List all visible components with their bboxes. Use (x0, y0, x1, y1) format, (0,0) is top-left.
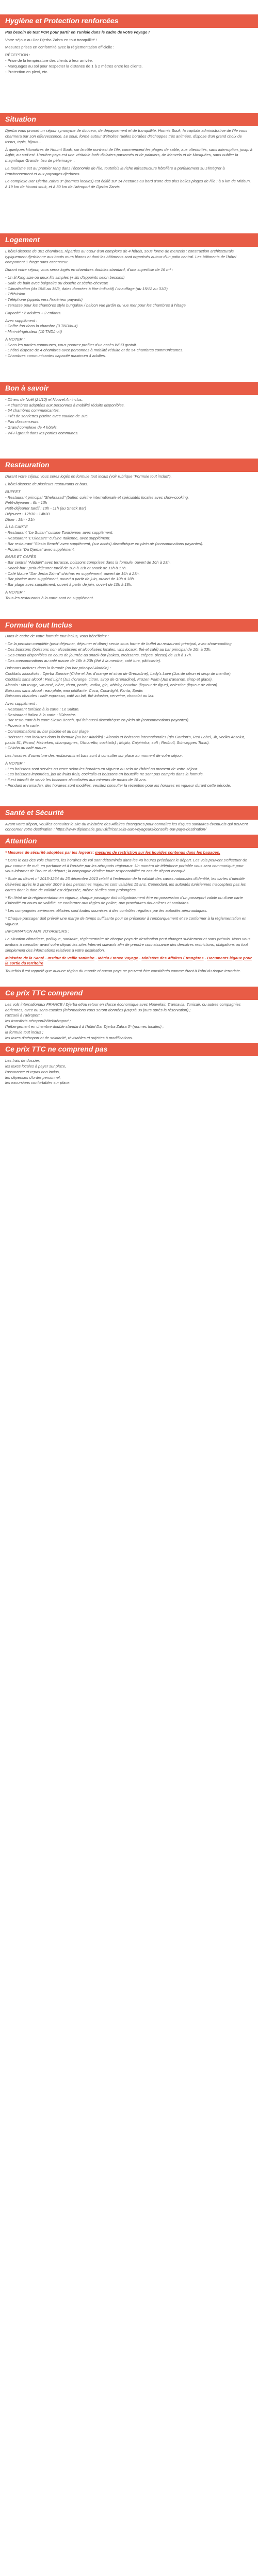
ttc-item: les taxes d'aéroport et de solidarité, révisables et sujettes à modifications. (5, 1035, 133, 1040)
bars-title: BARS ET CAFÉS (5, 554, 36, 560)
drink-item: Alcools : vin rouge, vin rosé, bière, rhum, pastis, vodka, gin, whisky, bouchra (liqueur de figue), celestine (liqueur de citron). (5, 682, 219, 687)
attention-text: * Suite au décret n° 2013-1264 du 23 décembre 2013 relatif à l'extension de la validité des cartes nationales d'identité, les cartes d'identité délivrées après le 2 janvier 2004 à des personnes majeures sont valables 15 ans. Cependant, les autorités tunisiennes n'acceptent pas les cartes dont la date de validité est dépassée, même si elles sont prolongées. (5, 876, 246, 892)
situation-text: Djerba vous promet un séjour synonyme de douceur, de dépaysement et de tranquillité. Hormis Souk, la capitale administrative de l'île vous charmera par son effervescence. Le souk, formé autour d'étroites ruelles bordées d'échoppes très animées, dispose d'un grand choix de tissus, tapis, bijoux... (5, 128, 248, 144)
buffet-block (5, 489, 253, 523)
supplement-item: - Restaurant tunisien à la carte : Le Sultan. (5, 706, 79, 711)
supplement-item: - Chicha au café maure. (5, 745, 47, 751)
buffet-item: - Restaurant principal "Shehrazad" (buffet, cuisine internationale et spécialités locales avec show-cooking. (5, 495, 189, 500)
ttc-item: la formule tout inclus ; (5, 1029, 43, 1035)
restauration-note (5, 590, 253, 601)
room-feature: - Téléphone (appels vers l'extérieur payants) (5, 297, 83, 302)
formule-item: - De la pension complète (petit-déjeuner, déjeuner et dîner) servie sous forme de buffet au restaurant principal, avec show-cooking. (5, 641, 233, 647)
buffet-title: BUFFET (5, 489, 21, 494)
supplement-item: - Boissons non incluses dans la formule (au bar Aladdin) : Alcools et boissons internationales (gin Gordon's, Red Label, Jb, vodka Absolut, pastis 51, Ricard, Heineken, champagnes, l'Amaretto, cocktails) ; Mojito, Caipirinha, soft ; Redbull, Schweppes Tonic). (5, 734, 245, 745)
room-feature: - Terrasse pour les chambres style bungalow / balcon vue jardin ou vue mer pour les chambres à l'étage (5, 302, 186, 308)
drink-item: Cocktails sans alcool : Red Light (Jus d'orange, citron, sirop de Grenadine), Frozen Palm (Jus d'ananas, sirop et glace). (5, 676, 213, 682)
info-links: Ministère de la Santé - Institut de veille sanitaire - Météo France Voyage - Ministère des Affaires Étrangères - Documents légaux pour la sortie du territoire (5, 955, 252, 966)
hygiene-section (0, 30, 258, 75)
formule-section (0, 634, 258, 788)
note-title: À NOTER : (5, 336, 25, 342)
supplement-item: - Mini-réfrigérateur (10 TND/nuit) (5, 329, 62, 334)
logement-notes (5, 337, 253, 359)
drink-item: Boissons chaudes : café expresso, café au lait, thé infusion, verveine, chocolat au lait. (5, 693, 155, 699)
service-item: - Wi-Fi gratuit dans les parties communes. (5, 430, 79, 435)
service-item: - Prêt de serviettes piscine avec caution de 10€. (5, 414, 89, 419)
formule-item: - Des encas disponibles en cours de journée au snack-bar (cakes, croissants, crêpes, pizzas) de 11h à 17h. (5, 652, 192, 657)
bar-item: - Snack-bar : petit-déjeuner tardif de 10h à 11h et snack de 11h à 17h. (5, 565, 127, 570)
ttc-item: Les vols internationaux FRANCE / Djerba et/ou retour en classe économique avec Nouvelair, Transavia, Tunisair, ou autres compagnies aériennes, avec ou sans escales (informations vous seront données jusqu'à 30 jours après la réservation) ; (5, 1002, 241, 1012)
attention-text: * Les compagnies aériennes utilisées sont toutes soumises à des contrôles réguliers par les autorités aéronautiques. (5, 908, 208, 913)
service-item: - Pas d'ascenseurs. (5, 419, 40, 424)
hygiene-intro: Pas besoin de test PCR pour partir en Tunisie dans le cadre de votre voyage ! (5, 29, 150, 35)
ttc-section (0, 1002, 258, 1041)
restauration-text: Durant votre séjour, vous serez logés en formule tout inclus (voir rubrique "Formule tout inclus"). (5, 474, 172, 479)
drink-item: Boissons sans alcool : eau plate, eau pétillante, Coca, Coca-light, Fanta, Sprite. (5, 688, 144, 693)
supplement-item: - Pizzeria à la carte. (5, 723, 40, 728)
drinks-title: Boissons incluses dans la formule (au bar principal Aladdin) : (5, 666, 111, 671)
service-item: - 4 chambres adaptées aux personnes à mobilité réduite disponibles. (5, 402, 125, 408)
situation-text: La tourisme est au premier rang dans l'économie de l'île, toutefois la riche infrastructure hôtelière a parfaitement su s'intégrer à l'environnement et aux paysages djerbiens. (5, 165, 225, 176)
reception-title: RÉCEPTION : (5, 53, 30, 58)
supplement-item: - Consommations au bar piscine et au bar plage. (5, 728, 90, 734)
formule-item: - Des boissons (boissons non alcoolisées et alcoolisées locales, vins locaux, thé et café) au bar principal de 10h à 23h. (5, 647, 212, 652)
supplement-item: - Coffre-fort dans la chambre (3 TND/nuit) (5, 324, 78, 329)
carte-item: - Restaurant "L'Oleastre" cuisine Italienne, avec supplément. (5, 536, 110, 540)
info-text: La situation climatique, politique, sanitaire, réglementaire de chaque pays de destination peut changer subitement et sans préavis. Nous vous invitons à consulter avant votre départ les sites Internet suivants afin de prendre connaissance des dernières restrictions, obligations ou tout simplement des informations relatives à votre destination. (5, 937, 251, 953)
hygiene-text: Mesures prises en conformité avec la réglementation officielle : (5, 45, 115, 50)
section-title-attention: Attention (0, 835, 258, 848)
carte-item: - Pizzeria "Da Djerba" avec supplément. (5, 547, 75, 552)
room-feature: - Un lit King size ou deux lits simples (+ lits d'appoints selon besoins) (5, 275, 125, 280)
drinks-block (5, 666, 253, 699)
legal-documents-link[interactable]: Documents légaux pour la sortie du territoire (5, 955, 252, 966)
supplement-item: - Bar restaurant à la carte Siesta Beach, qui fait aussi discothèque en plein air (consommations payantes). (5, 718, 190, 723)
service-item: - 54 chambres communicantes. (5, 408, 60, 413)
sante-section (0, 822, 258, 833)
note-item: - Chambres communicantes capacité maximum 4 adultes. (5, 353, 106, 359)
logement-text: L'hôtel dispose de 301 chambres, réparties au cœur d'un complexe de 4 hôtels, sous forme de menzels : construction architecturale typiquement djerbienne aux bouts murs blancs et dont les bâtiments sont organisés autour d'un patio central. Les bâtiments de l'hôtel comportent 1 étage sans ascenseur. (5, 248, 236, 265)
reception-item: - Protection en plexi, etc. (5, 69, 49, 74)
liquids-link[interactable]: mesures de restriction sur les liquides contenus dans les bagages. (95, 850, 220, 855)
service-section (0, 397, 258, 436)
supplement-title: Avec supplément : (5, 701, 38, 706)
buffet-item: Petit-déjeuner tardif : 10h - 11h (au Snack Bar) (5, 506, 86, 511)
bars-block (5, 554, 253, 588)
note-item: - Il est interdit de servir les boissons alcoolisées aux mineurs de moins de 18 ans. (5, 777, 147, 783)
ttc-not-list (5, 1058, 253, 1086)
bar-item: - Café Maure "Dar Jerba Zahra" chichas en supplément, ouvert de 16h à 23h. (5, 571, 140, 576)
attention-section (0, 850, 258, 974)
capacity-text: Capacité : 2 adultes + 2 enfants. (5, 310, 62, 315)
ttc-not-item: les dépenses d'ordre personnel, (5, 1075, 61, 1080)
ttc-list (5, 1002, 253, 1041)
note-item: - Pendant le ramadan, des horaires sont modifiés, veuillez consulter la réception pour les horaires en vigueur durant cette période. (5, 783, 231, 788)
section-title-situation: Situation (0, 113, 258, 126)
reception-item: - Prise de la température des clients à leur arrivée. (5, 58, 93, 63)
bar-item: - Bar piscine avec supplément, ouvert à partir de juin, ouvert de 10h à 18h. (5, 577, 135, 582)
carte-title: À LA CARTE (5, 524, 28, 530)
situation-section (0, 128, 258, 190)
ttc-item: les transferts aéroport/hôtel/aéroport ; (5, 1019, 71, 1024)
note-title: À NOTER : (5, 760, 25, 766)
hygiene-text: Votre séjour au Dar Djerba Zahra en tout tranquillité ! (5, 37, 98, 42)
room-features (5, 275, 253, 309)
section-title-formule: Formule tout Inclus (0, 619, 258, 632)
formule-list (5, 641, 253, 664)
situation-text: À quelques kilomètres de Houmt Souk, sur la côte nord-est de l'île, commencent les plages de sable, aux ulteriorités, sans interruption, jusqu'à Aghir, au sud-est. L'arrière-pays est une véritable forêt d'oliviers parsemés et de palmiers, de Menzels et de Mosquées, sans oublier la magnifique Grande, lieu de pèlerinage... (5, 147, 253, 163)
restauration-text: L'hôtel dispose de plusieurs restaurants et bars. (5, 481, 89, 486)
attention-lead-text: * Mesures de sécurité adoptées par les logeurs: (5, 850, 94, 855)
section-title-logement: Logement (0, 233, 258, 247)
service-list (5, 397, 253, 436)
attention-text: * Dans le cas des vols charters, les horaires de vol sont déterminés dans les 48 heures précédant le départ. Les vols peuvent s'effectuer de jour comme de nuit, en partance et à l'arrivée par les aéroports régionaux. Un numéro de téléphone portable vous sera communiqué pour vous informer de l'heure du départ ; la compagnie décline toute responsabilité en cas de départ manqué. (5, 857, 247, 874)
bar-item: - Bar plage avec supplément, ouvert à partir de juin, ouvert de 10h à 18h. (5, 582, 133, 587)
formule-text: Les horaires d'ouverture des restaurants et bars sont à consulter sur place au moment de votre séjour. (5, 753, 183, 758)
drink-item: Cocktails alcoolisés : Djerba Sunrise (Cidre et Jus d'orange et sirop de Grenadine), Lady's Love (Jus de citron et sirop de menthe). (5, 671, 232, 676)
note-item: - L'hôtel dispose de 4 chambres avec personnes à mobilité réduite et de 54 chambres communicantes. (5, 348, 184, 353)
attention-text: * Chaque passager doit prévoir une marge de temps suffisante pour se présenter à l'embarquement et se conformer à la réglementation en vigueur. (5, 916, 247, 926)
health-ministry-link[interactable]: Ministère de la Santé (5, 955, 44, 960)
formule-notes (5, 761, 253, 789)
ttc-not-item: l'assurance et repas non inclus, (5, 1069, 60, 1074)
note-item: - Les boissons sont servies au verre selon les horaires en vigueur au sein de l'hôtel au moment de votre séjour. (5, 766, 198, 771)
carte-block (5, 524, 253, 552)
bar-item: - Bar central "Aladdin" avec terrasse, boissons comprises dans la formule, ouvert de 10h à 23h. (5, 560, 171, 565)
ttc-not-section (0, 1058, 258, 1086)
note-item: Tous les restaurants à la carte sont en supplément. (5, 595, 94, 600)
ttc-item: l'hébergement en chambre double standard à l'hôtel Dar Djerba Zahra 3* (normes locales) ; (5, 1024, 164, 1029)
supplement-item: - Restaurant Italien à la carte : l'Oleastre. (5, 712, 76, 717)
section-title-restauration: Restauration (0, 459, 258, 472)
logement-section (0, 249, 258, 359)
reception-item: - Marquages au sol pour respecter la distance de 1 à 2 mètres entre les clients. (5, 63, 143, 69)
carte-item: - Restaurant "Le Sultan" cuisine Tunisienne, avec supplément. (5, 530, 114, 535)
ttc-item: l'accueil à l'aéroport ; (5, 1013, 42, 1018)
carte-item: - Bar restaurant "Siesta Beach" avec supplément, (sur accès) discothèque en plein air (consommations payantes). (5, 541, 204, 546)
restauration-section (0, 474, 258, 601)
note-title: À NOTER : (5, 590, 25, 595)
section-title-ttc: Ce prix TTC comprend (0, 987, 258, 1000)
buffet-item: Dîner : 19h - 21h (5, 517, 35, 522)
reception-block (5, 53, 253, 75)
buffet-item: Petit-déjeuner : 6h - 10h (5, 500, 47, 505)
section-title-ttc-not: Ce prix TTC ne comprend pas (0, 1043, 258, 1056)
attention-lead (5, 850, 253, 856)
section-title-service: Bon à savoir (0, 382, 258, 395)
service-item: - Grand complexe de 4 hôtels. (5, 425, 58, 430)
room-feature: - Climatisation (du 15/6 au 15/9, dates données à titre indicatif) / chauffage (du 15/12 au 31/3) (5, 286, 168, 291)
ttc-not-item: les excursions confortables sur place. (5, 1080, 71, 1086)
note-item: - Dans les parties communes, vous pourrez profiter d'un accès Wi-Fi gratuit. (5, 342, 137, 347)
section-title-sante: Santé et Sécurité (0, 806, 258, 820)
supplement-title: Avec supplément : (5, 318, 38, 323)
supplements (5, 318, 253, 335)
logement-text: Durant votre séjour, vous serez logés en chambres doubles standard, d'une superficie de 16 m² : (5, 267, 173, 273)
attention-closing: Toutefois il est rappelé que aucune région du monde ni aucun pays ne peuvent être considérés comme étant à l'abri du risque terroriste. (5, 969, 241, 974)
formule-supplements (5, 701, 253, 751)
foreign-affairs-link[interactable]: Ministère des Affaires Étrangères (141, 955, 204, 960)
sante-text: Avant votre départ, veuillez consulter le site du ministère des Affaires étrangères pour connaître les risques sanitaires éventuels qui peuvent concerner votre destination : https://www.diplomatie.gouv.fr/fr/conseils-aux-voyageurs/conseils-par-pays-destination/ (5, 821, 248, 832)
section-title-hygiene: Hygiène et Protection renforcées (0, 14, 258, 28)
buffet-item: Déjeuner : 12h30 - 14h30 (5, 511, 50, 516)
room-feature: - Télévision (5, 292, 25, 297)
room-feature: - Salle de bain avec baignoire ou douche et sèche-cheveux (5, 280, 108, 285)
ttc-not-item: les taxes locales à payer sur place, (5, 1063, 67, 1069)
note-item: - Les boissons importées, jus de fruits frais, cocktails et boissons en bouteille ne sont pas compris dans la formule. (5, 772, 204, 777)
meteo-link[interactable]: Météo France Voyage (98, 955, 138, 960)
service-item: - Dîners de Noël (24/12) et Nouvel An inclus. (5, 397, 83, 402)
formule-text: Dans le cadre de votre formule tout inclus, vous bénéficiez : (5, 634, 109, 639)
attention-text: * En l'état de la réglementation en vigueur, chaque passager doit obligatoirement être en possession d'un passeport valide ou d'une carte d'identité en cours de validité, se conformer aux règles de police, aux procédures douanières et sanitaires. (5, 895, 243, 906)
veille-sanitaire-link[interactable]: Institut de veille sanitaire (47, 955, 95, 960)
info-title: INFORMATION AUX VOYAGEURS : (5, 929, 70, 934)
formule-item: - Des consommations au café maure de 16h à 23h (thé à la menthe, café turc, pâtisserie). (5, 658, 162, 663)
situation-text: Le complexe Dar Djerba Zahra 3* (normes locales) est édifié sur 14 hectares au bord d'une des plus belles plages de l'île : à 6 km de Midoun, à 19 km de Houmt souk, et à 30 km de l'aéroport de Djerba Zarzis. (5, 179, 251, 190)
ttc-not-item: Les frais de dossier, (5, 1058, 40, 1063)
